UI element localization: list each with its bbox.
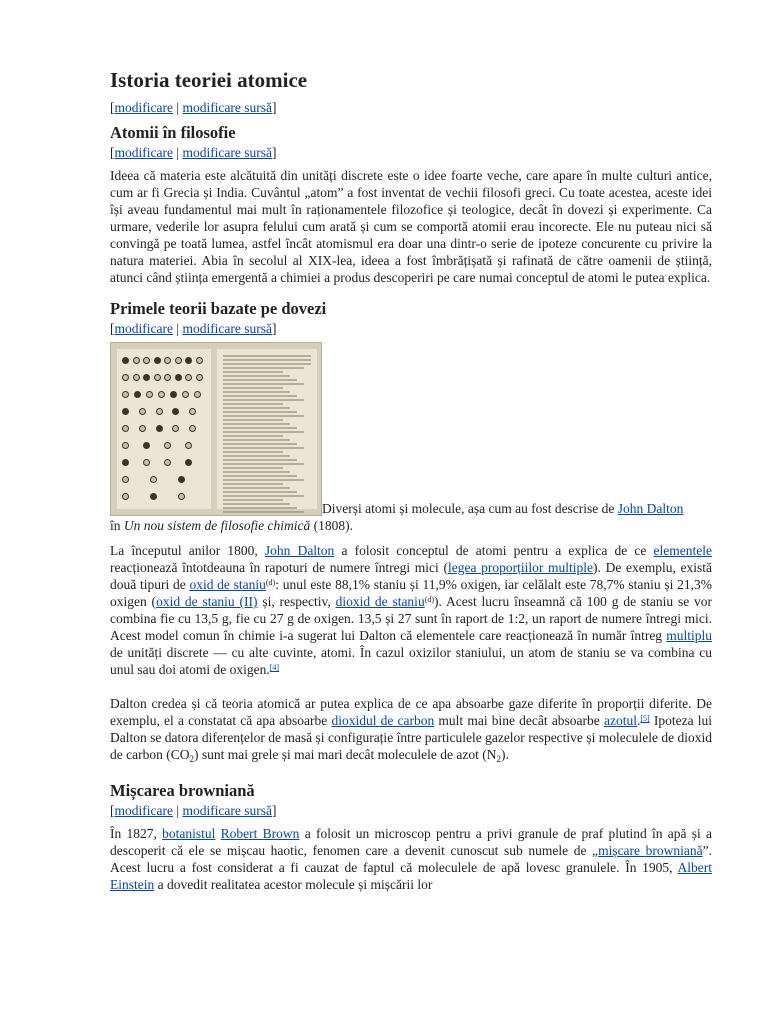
atom-symbol bbox=[122, 442, 129, 449]
title-edit-links bbox=[110, 98, 712, 118]
section-heading-philosophy: Atomii în filosofie bbox=[110, 123, 236, 142]
albert-einstein-link[interactable]: Albert Einstein bbox=[110, 860, 712, 892]
table-line bbox=[223, 495, 304, 497]
table-line bbox=[223, 423, 290, 425]
bracket-close: ] bbox=[272, 803, 277, 818]
bracket-close: ] bbox=[272, 321, 277, 336]
bracket-open: [ bbox=[110, 321, 115, 336]
elements-link[interactable]: elementele bbox=[653, 543, 713, 558]
wikidata-ref[interactable]: (d) bbox=[424, 595, 435, 604]
page-title: Istoria teoriei atomice bbox=[110, 68, 308, 92]
table-line bbox=[223, 379, 297, 381]
atom-symbol bbox=[150, 476, 157, 483]
section-heading-brownian: Mișcarea browniană bbox=[110, 781, 255, 800]
atom-symbol bbox=[196, 374, 203, 381]
nitrogen-link[interactable]: azotul bbox=[603, 713, 637, 728]
atom-symbol bbox=[143, 374, 150, 381]
table-line bbox=[223, 371, 283, 373]
john-dalton-link[interactable]: John Dalton bbox=[264, 543, 335, 558]
table-line bbox=[223, 459, 297, 461]
table-line bbox=[223, 467, 283, 469]
atom-symbol bbox=[156, 425, 163, 432]
bracket-open: [ bbox=[110, 803, 115, 818]
atom-symbol bbox=[122, 476, 129, 483]
dalton-paragraph-2: Dalton credea și că teoria atomică ar putea explica de ce apa absoarbe gaze diferite în proporții diferite. De exemplu, el a constatat că apa absoarbe dioxidul de carbon mult mai bine decât absoarbe azotul.[5] Ipoteza lui Dalton se datora diferențelor de masă și configurație între particulele gazelor respective și moleculele de dioxid de carbon $(CO_2)$ sunt mai grele și mai mari decât moleculele de azot $(N_2)$. bbox=[110, 696, 712, 764]
atom-symbol bbox=[154, 374, 161, 381]
atom-symbol bbox=[172, 425, 179, 432]
carbon-dioxide-link[interactable]: dioxidul de carbon bbox=[331, 713, 435, 728]
atom-symbols-plate bbox=[117, 349, 211, 509]
atom-symbol bbox=[122, 493, 129, 500]
table-line bbox=[223, 419, 283, 421]
table-line bbox=[223, 383, 304, 385]
bracket-open: [ bbox=[110, 100, 115, 115]
table-line bbox=[223, 403, 283, 405]
table-line bbox=[223, 451, 283, 453]
dalton-atoms-image[interactable] bbox=[110, 342, 322, 516]
multiple-proportions-link[interactable]: legea proporțiilor multiple bbox=[447, 560, 594, 575]
botanist-link[interactable]: botanistul bbox=[162, 826, 216, 841]
table-line bbox=[223, 447, 304, 449]
atom-symbol bbox=[172, 408, 179, 415]
edit-link[interactable]: modificare bbox=[114, 100, 173, 115]
table-line bbox=[223, 475, 297, 477]
atom-symbol bbox=[139, 425, 146, 432]
atom-symbol bbox=[185, 442, 192, 449]
bracket-open: [ bbox=[110, 145, 115, 160]
table-line bbox=[223, 431, 304, 433]
edit-source-link[interactable]: modificare sursă bbox=[182, 145, 273, 160]
wikidata-ref[interactable]: (d) bbox=[265, 578, 276, 587]
atom-symbol bbox=[134, 391, 141, 398]
atom-symbol bbox=[164, 459, 171, 466]
edit-source-link[interactable]: modificare sursă bbox=[182, 803, 273, 818]
atom-symbol bbox=[139, 408, 146, 415]
edit-source-link[interactable]: modificare sursă bbox=[182, 100, 273, 115]
atom-symbol bbox=[194, 391, 201, 398]
table-line bbox=[223, 387, 283, 389]
atom-symbol bbox=[164, 374, 171, 381]
table-line bbox=[223, 487, 290, 489]
figure-dalton bbox=[110, 342, 712, 533]
edit-separator: | bbox=[172, 145, 183, 160]
atom-symbol bbox=[143, 442, 150, 449]
edit-separator: | bbox=[172, 321, 183, 336]
atom-symbol bbox=[178, 493, 185, 500]
atom-symbol bbox=[122, 425, 129, 432]
atom-symbol bbox=[122, 408, 129, 415]
atom-symbol bbox=[164, 442, 171, 449]
edit-separator: | bbox=[172, 100, 183, 115]
atom-symbol bbox=[122, 391, 129, 398]
table-line bbox=[223, 491, 297, 493]
atom-symbol bbox=[150, 493, 157, 500]
table-line bbox=[223, 367, 304, 369]
table-line bbox=[223, 463, 304, 465]
table-line bbox=[223, 471, 290, 473]
table-line bbox=[223, 415, 304, 417]
table-plate bbox=[217, 349, 317, 509]
table-line bbox=[223, 483, 283, 485]
atom-symbol bbox=[175, 357, 182, 364]
robert-brown-link[interactable]: Robert Brown bbox=[220, 826, 300, 841]
table-line bbox=[223, 395, 297, 397]
atom-symbol bbox=[122, 459, 129, 466]
atom-symbol bbox=[189, 425, 196, 432]
section-edit-links bbox=[110, 801, 712, 821]
table-line bbox=[223, 427, 297, 429]
section-edit-links bbox=[110, 143, 712, 163]
article-content bbox=[110, 66, 712, 893]
edit-link[interactable]: modificare bbox=[114, 803, 173, 818]
reference-4[interactable]: [4] bbox=[269, 663, 280, 672]
edit-link[interactable]: modificare bbox=[114, 145, 173, 160]
edit-source-link[interactable]: modificare sursă bbox=[182, 321, 273, 336]
section-heading-evidence: Primele teorii bazate pe dovezi bbox=[110, 299, 327, 318]
atom-symbol bbox=[154, 357, 161, 364]
table-line bbox=[223, 443, 297, 445]
figure-caption: Diverși atomi și molecule, așa cum au fost descrise de John Dalton în Un nou sistem de filosofie chimică (1808). bbox=[110, 501, 684, 533]
atom-symbol bbox=[158, 391, 165, 398]
brownian-paragraph: În 1827, botanistul Robert Brown a folosit un microscop pentru a privi granule de praf plutind în apă și a descoperit că ele se mișcau haotic, fenomen care a devenit cunoscut sub numele de „mișcare browniană”. Acest lucru a fost considerat a fi cauzat de faptul că moleculele de apă lovesc granulele. În 1905, Albert Einstein a dovedit realitatea acestor molecule și mișcării lor bbox=[110, 826, 713, 892]
brownian-motion-link[interactable]: mișcare browniană bbox=[598, 843, 703, 858]
table-line bbox=[223, 355, 311, 357]
tin-dioxide-link[interactable]: dioxid de staniu bbox=[335, 594, 425, 609]
tin-ii-oxide-link[interactable]: oxid de staniu (II) bbox=[156, 594, 258, 609]
table-line bbox=[223, 375, 290, 377]
atom-symbol bbox=[156, 408, 163, 415]
table-line bbox=[223, 479, 304, 481]
atom-symbol bbox=[122, 357, 129, 364]
table-line bbox=[223, 399, 304, 401]
atom-symbol bbox=[143, 459, 150, 466]
atom-symbol bbox=[170, 391, 177, 398]
atom-symbol bbox=[164, 357, 171, 364]
atom-symbol bbox=[122, 374, 129, 381]
table-line bbox=[223, 411, 297, 413]
bracket-close: ] bbox=[272, 145, 277, 160]
table-line bbox=[223, 359, 311, 361]
atom-symbol bbox=[133, 374, 140, 381]
table-line bbox=[223, 455, 290, 457]
atom-symbol bbox=[182, 391, 189, 398]
multiple-link[interactable]: multiplu bbox=[666, 628, 712, 643]
edit-separator: | bbox=[172, 803, 183, 818]
book-title: Un nou sistem de filosofie chimică bbox=[123, 518, 311, 533]
bracket-close: ] bbox=[272, 100, 277, 115]
edit-link[interactable]: modificare bbox=[114, 321, 173, 336]
atom-symbol bbox=[175, 374, 182, 381]
table-line bbox=[223, 391, 290, 393]
table-line bbox=[223, 439, 290, 441]
table-line bbox=[223, 435, 283, 437]
atom-symbol bbox=[178, 476, 185, 483]
atom-symbol bbox=[146, 391, 153, 398]
atom-symbol bbox=[185, 357, 192, 364]
atom-symbol bbox=[196, 357, 203, 364]
atom-symbol bbox=[143, 357, 150, 364]
atom-symbol bbox=[133, 357, 140, 364]
atom-symbol bbox=[185, 459, 192, 466]
reference-5[interactable]: [5] bbox=[640, 714, 650, 723]
dalton-paragraph-1: La începutul anilor 1800, John Dalton a folosit conceptul de atomi pentru a explica de ce elementele reacționează întotdeauna în rapoturi de numere întregi mici (legea proporțiilor multiple). De exemplu, există două tipuri de oxid de staniu$^{(d)}$: unul este 88,1% staniu și 11,9% oxigen, iar celălalt este 78,7% staniu și 21,3% oxigen (oxid de staniu (II) și, respectiv, dioxid de staniu$^{(d)}$). Acest lucru înseamnă că 100 g de staniu se vor combina fie cu 13,5 g, fie cu 27 g de oxigen. 13,5 și 27 sunt în raport de 1:2, un raport de numere întregi mici. Acest model comun în chimie i-a sugerat lui Dalton că elementele care reacționează în număr întreg multiplu de unități discrete — cu alte cuvinte, atomi. În cazul oxizilor staniului, un atom de staniu se va combina cu unul sau doi atomi de oxigen.[4] bbox=[110, 543, 713, 677]
atom-symbol bbox=[185, 374, 192, 381]
atom-symbol bbox=[189, 408, 196, 415]
table-line bbox=[223, 363, 311, 365]
john-dalton-link[interactable]: John Dalton bbox=[617, 501, 684, 516]
tin-oxide-link[interactable]: oxid de staniu bbox=[189, 577, 266, 592]
philosophy-paragraph: Ideea că materia este alcătuită din unități discrete este o idee foarte veche, care apare în multe culturi antice, cum ar fi Grecia și India. Cuvântul „atom” a fost inventat de vechii filosofi greci. Cu toate acestea, aceste idei își aveau fundamentul mai mult în raționamentele filozofice și teologice, decât în dovezi și experimente. Ca urmare, vederile lor asupra felului cum arată și cum se comportă atomii erau incorecte. Ele nu puteau nici să convingă pe toată lumea, astfel încât atomismul era doar una dintr-o serie de ipoteze concurente cu privire la natura materiei. Abia în secolul al XIX-lea, ideea a fost îmbrățișată și rafinată de către oamenii de știință, atunci când știința emergentă a chimiei a produs descoperiri pe care numai conceptul de atomi le putea explica. bbox=[110, 168, 712, 285]
table-line bbox=[223, 407, 290, 409]
section-edit-links bbox=[110, 319, 712, 339]
